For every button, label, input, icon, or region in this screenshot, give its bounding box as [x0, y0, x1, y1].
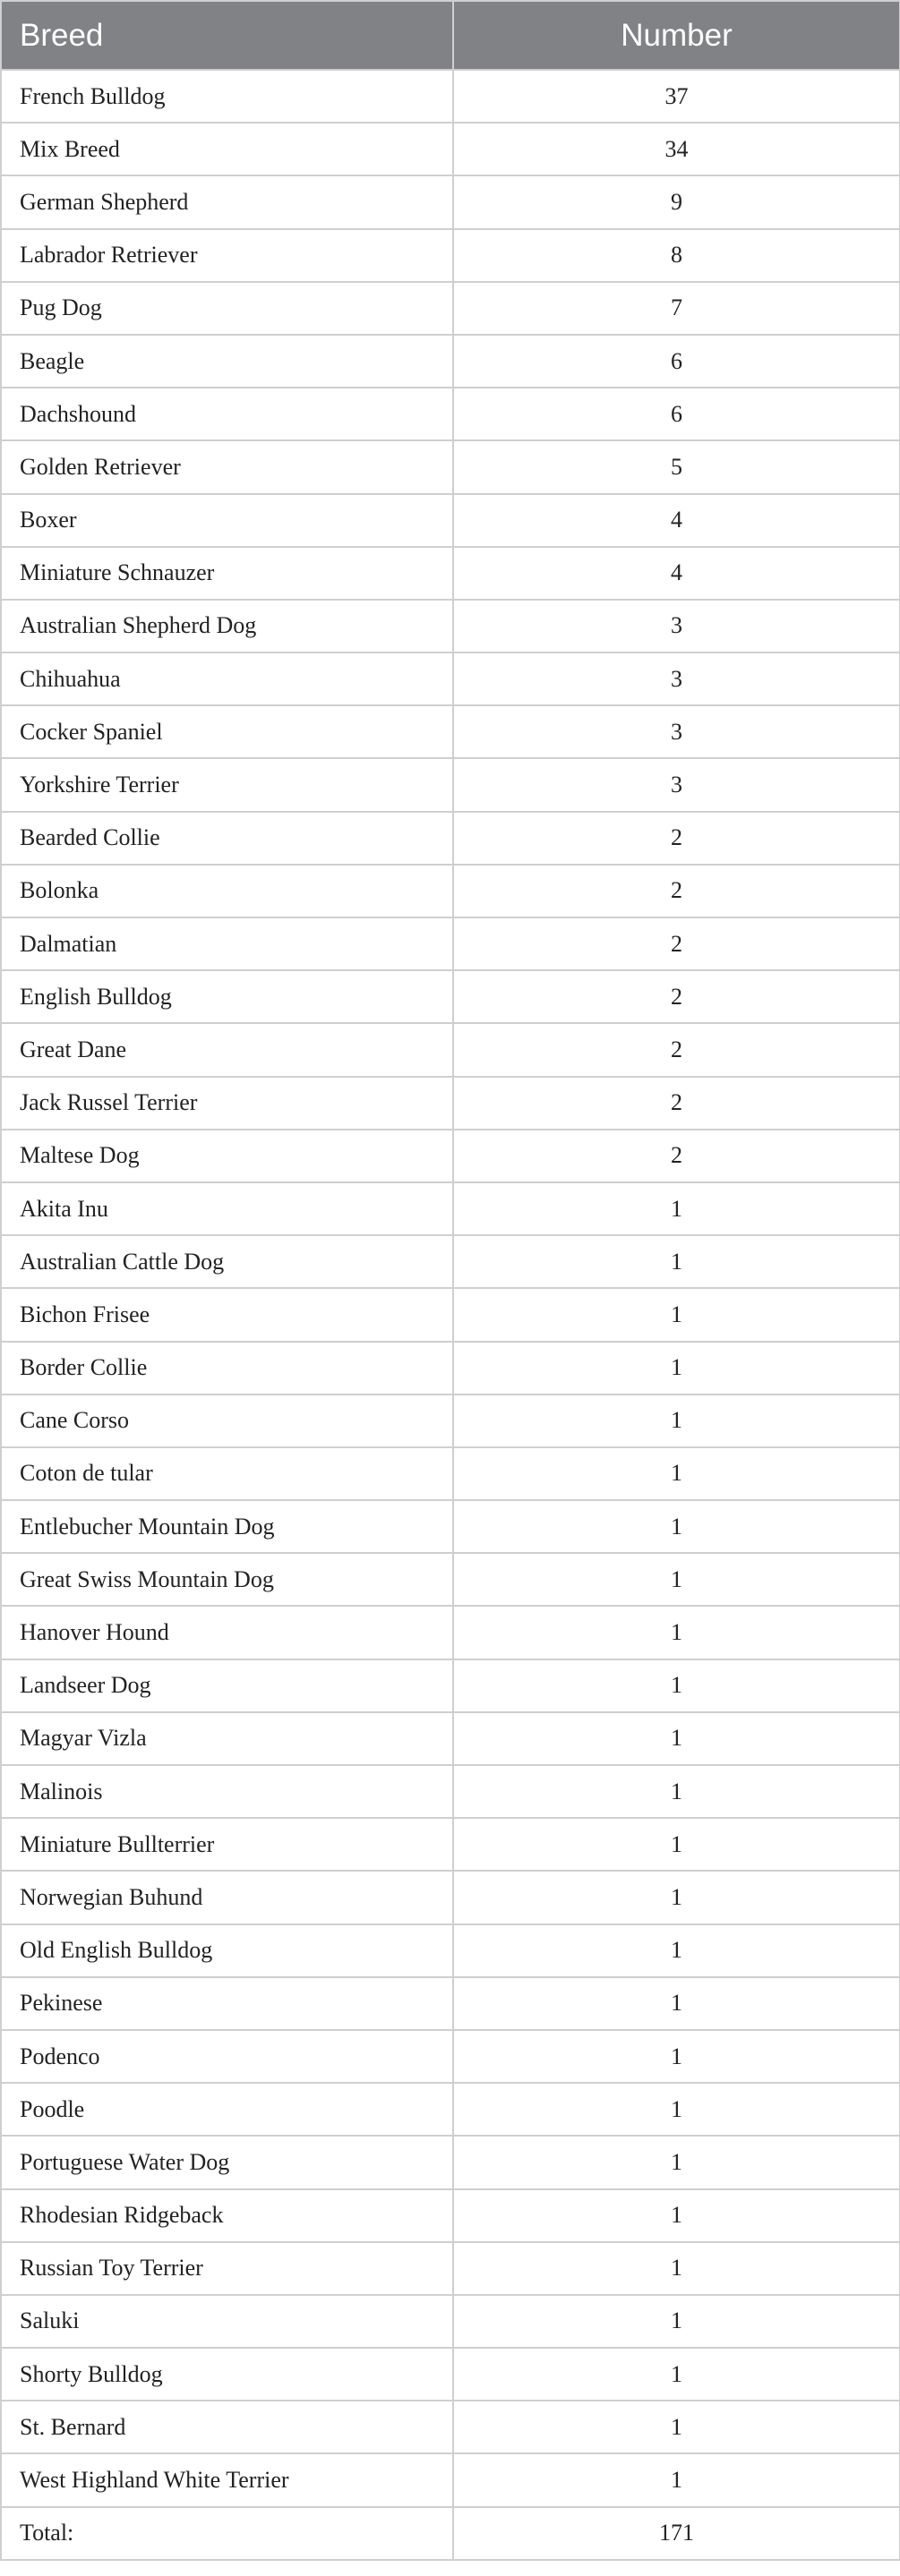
- breed-cell: German Shepherd: [1, 175, 453, 228]
- column-header-number: Number: [453, 1, 900, 70]
- breed-cell: Miniature Bullterrier: [1, 1818, 453, 1871]
- number-cell: 1: [453, 1818, 900, 1871]
- number-cell: 1: [453, 1553, 900, 1606]
- table-row: [1, 2242, 900, 2295]
- number-cell: 3: [453, 600, 900, 653]
- total-row: [1, 2507, 900, 2560]
- table-row: [1, 812, 900, 865]
- number-cell: 2: [453, 1023, 900, 1076]
- breed-cell: Australian Cattle Dog: [1, 1235, 453, 1288]
- number-cell: 2: [453, 917, 900, 970]
- total-label: Total:: [1, 2507, 453, 2560]
- breed-cell: Rhodesian Ridgeback: [1, 2189, 453, 2242]
- table-row: [1, 175, 900, 228]
- breed-cell: Hanover Hound: [1, 1606, 453, 1659]
- table-row: [1, 705, 900, 758]
- breed-cell: English Bulldog: [1, 970, 453, 1023]
- number-cell: 2: [453, 1130, 900, 1182]
- number-cell: 1: [453, 2242, 900, 2295]
- table-row: [1, 600, 900, 653]
- table-row: [1, 547, 900, 600]
- number-cell: 5: [453, 440, 900, 493]
- breed-cell: Malinois: [1, 1765, 453, 1818]
- number-cell: 7: [453, 282, 900, 335]
- number-cell: 3: [453, 758, 900, 811]
- table-row: [1, 70, 900, 123]
- breed-cell: Miniature Schnauzer: [1, 547, 453, 600]
- breed-cell: Dalmatian: [1, 917, 453, 970]
- number-cell: 2: [453, 865, 900, 917]
- breed-cell: Bearded Collie: [1, 812, 453, 865]
- breed-cell: Yorkshire Terrier: [1, 758, 453, 811]
- table-body: [1, 70, 900, 2560]
- breed-cell: Podenco: [1, 2030, 453, 2083]
- breed-cell: Boxer: [1, 494, 453, 547]
- number-cell: 4: [453, 547, 900, 600]
- breed-cell: Australian Shepherd Dog: [1, 600, 453, 653]
- number-cell: 1: [453, 2189, 900, 2242]
- number-cell: 1: [453, 1659, 900, 1712]
- number-cell: 1: [453, 2295, 900, 2348]
- breed-cell: Portuguese Water Dog: [1, 2136, 453, 2188]
- number-cell: 1: [453, 1606, 900, 1659]
- table-row: [1, 1818, 900, 1871]
- breed-cell: Old English Bulldog: [1, 1924, 453, 1977]
- table-row: [1, 1447, 900, 1500]
- table-row: [1, 1182, 900, 1235]
- table-row: [1, 1395, 900, 1447]
- number-cell: 4: [453, 494, 900, 547]
- breed-cell: Beagle: [1, 335, 453, 388]
- breed-cell: Akita Inu: [1, 1182, 453, 1235]
- table-row: [1, 2189, 900, 2242]
- number-cell: 37: [453, 70, 900, 123]
- number-cell: 1: [453, 1871, 900, 1923]
- table-row: [1, 388, 900, 440]
- table-row: [1, 1924, 900, 1977]
- table-row: [1, 2401, 900, 2453]
- number-cell: 8: [453, 229, 900, 282]
- breed-cell: Pug Dog: [1, 282, 453, 335]
- breed-cell: Entlebucher Mountain Dog: [1, 1500, 453, 1553]
- breed-cell: French Bulldog: [1, 70, 453, 123]
- number-cell: 1: [453, 2453, 900, 2506]
- number-cell: 9: [453, 175, 900, 228]
- number-cell: 1: [453, 1447, 900, 1500]
- table-row: [1, 2348, 900, 2401]
- table-row: [1, 229, 900, 282]
- column-header-breed: Breed: [1, 1, 453, 70]
- table-row: [1, 1606, 900, 1659]
- breed-cell: Mix Breed: [1, 123, 453, 175]
- table-row: [1, 1765, 900, 1818]
- breed-cell: Chihuahua: [1, 653, 453, 705]
- number-cell: 6: [453, 388, 900, 440]
- number-cell: 34: [453, 123, 900, 175]
- number-cell: 1: [453, 2401, 900, 2453]
- number-cell: 3: [453, 653, 900, 705]
- breed-cell: Saluki: [1, 2295, 453, 2348]
- number-cell: 1: [453, 2030, 900, 2083]
- table-row: [1, 1235, 900, 1288]
- breed-cell: Maltese Dog: [1, 1130, 453, 1182]
- breed-cell: Russian Toy Terrier: [1, 2242, 453, 2295]
- number-cell: 1: [453, 2083, 900, 2136]
- breed-cell: Jack Russel Terrier: [1, 1077, 453, 1130]
- breed-cell: Landseer Dog: [1, 1659, 453, 1712]
- table-header-row: [1, 1, 900, 70]
- table-row: [1, 653, 900, 705]
- number-cell: 6: [453, 335, 900, 388]
- number-cell: 1: [453, 1924, 900, 1977]
- table-row: [1, 2295, 900, 2348]
- table-row: [1, 494, 900, 547]
- table-row: [1, 440, 900, 493]
- number-cell: 1: [453, 2136, 900, 2188]
- breed-cell: Bolonka: [1, 865, 453, 917]
- table-row: [1, 970, 900, 1023]
- table-row: [1, 865, 900, 917]
- table-row: [1, 1553, 900, 1606]
- breed-cell: Pekinese: [1, 1977, 453, 2030]
- table-row: [1, 2083, 900, 2136]
- table-row: [1, 123, 900, 175]
- table-row: [1, 1342, 900, 1395]
- number-cell: 1: [453, 1712, 900, 1765]
- table-row: [1, 1871, 900, 1923]
- breed-cell: Shorty Bulldog: [1, 2348, 453, 2401]
- breed-cell: Border Collie: [1, 1342, 453, 1395]
- table-row: [1, 1659, 900, 1712]
- number-cell: 1: [453, 1342, 900, 1395]
- table-row: [1, 282, 900, 335]
- number-cell: 1: [453, 1500, 900, 1553]
- number-cell: 1: [453, 1977, 900, 2030]
- breed-cell: Coton de tular: [1, 1447, 453, 1500]
- breed-cell: Cocker Spaniel: [1, 705, 453, 758]
- number-cell: 2: [453, 1077, 900, 1130]
- breed-cell: Bichon Frisee: [1, 1288, 453, 1341]
- table-row: [1, 335, 900, 388]
- table-row: [1, 1288, 900, 1341]
- number-cell: 2: [453, 970, 900, 1023]
- breed-cell: Poodle: [1, 2083, 453, 2136]
- table-row: [1, 1130, 900, 1182]
- number-cell: 1: [453, 1235, 900, 1288]
- table-row: [1, 2030, 900, 2083]
- breed-cell: Dachshound: [1, 388, 453, 440]
- number-cell: 3: [453, 705, 900, 758]
- total-value: 171: [453, 2507, 900, 2560]
- breed-cell: Great Swiss Mountain Dog: [1, 1553, 453, 1606]
- number-cell: 1: [453, 1765, 900, 1818]
- breed-cell: Labrador Retriever: [1, 229, 453, 282]
- breed-cell: Magyar Vizla: [1, 1712, 453, 1765]
- number-cell: 1: [453, 1182, 900, 1235]
- table-row: [1, 917, 900, 970]
- table-row: [1, 758, 900, 811]
- number-cell: 1: [453, 2348, 900, 2401]
- breed-cell: St. Bernard: [1, 2401, 453, 2453]
- table-row: [1, 1077, 900, 1130]
- table-row: [1, 1712, 900, 1765]
- breed-cell: Great Dane: [1, 1023, 453, 1076]
- breed-cell: Cane Corso: [1, 1395, 453, 1447]
- table-row: [1, 1977, 900, 2030]
- table-row: [1, 1023, 900, 1076]
- breed-cell: Norwegian Buhund: [1, 1871, 453, 1923]
- number-cell: 1: [453, 1288, 900, 1341]
- table-row: [1, 2136, 900, 2188]
- breed-cell: West Highland White Terrier: [1, 2453, 453, 2506]
- table-row: [1, 2453, 900, 2506]
- number-cell: 1: [453, 1395, 900, 1447]
- breed-cell: Golden Retriever: [1, 440, 453, 493]
- table-row: [1, 1500, 900, 1553]
- number-cell: 2: [453, 812, 900, 865]
